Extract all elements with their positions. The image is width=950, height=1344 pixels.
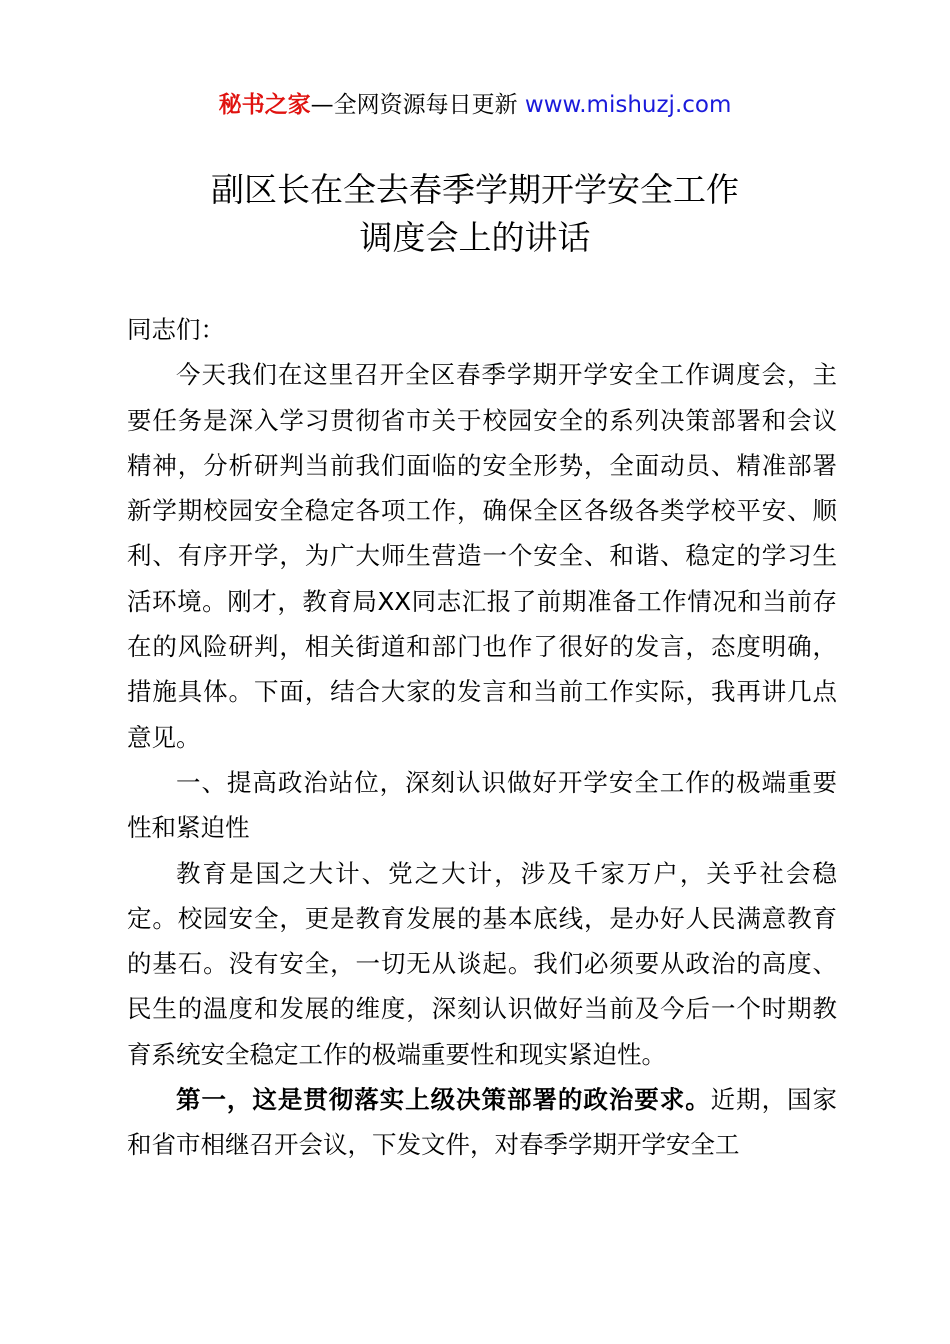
paragraph-intro: 今天我们在这里召开全区春季学期开学安全工作调度会，主要任务是深入学习贯彻省市关于校园安全的系列决策部署和会议精神，分析研判当前我们面临的安全形势，全面动员、精准部署新学期校园安全稳定各项工作，确保全区各级各类学校平安、顺利、有序开学，为广大师生营造一个安全、和谐、稳定的学习生活环境。刚才，教育局XX同志汇报了前期准备工作情况和当前存在的风险研判，相关街道和部门也作了很好的发言，态度明确，措施具体。下面，结合大家的发言和当前工作实际，我再讲几点意见。 bbox=[127, 360, 837, 752]
paragraph-education: 教育是国之大计、党之大计，涉及千家万户，关乎社会稳定。校园安全，更是教育发展的基本底线，是办好人民满意教育的基石。没有安全，一切无从谈起。我们必须要从政治的高度、民生的温度和发展的维度，深刻认识做好当前及今后一个时期教育系统安全稳定工作的极端重要性和现实紧迫性。 bbox=[127, 858, 837, 1069]
first-point-lead: 第一，这是贯彻落实上级决策部署的政治要求。 bbox=[176, 1085, 711, 1115]
document-body bbox=[127, 307, 837, 1168]
site-header bbox=[0, 88, 950, 122]
salutation: 同志们： bbox=[127, 315, 225, 344]
site-url-link[interactable]: www.mishuzj.com bbox=[524, 92, 732, 118]
first-point-text: 近期，国家和省市相继召开会议，下发文件，对春季学期开学安全工 bbox=[127, 1085, 838, 1160]
site-name: 秘书之家 bbox=[218, 92, 311, 118]
document-title bbox=[0, 166, 950, 262]
title-line-1: 副区长在全去春季学期开学安全工作 bbox=[211, 170, 739, 209]
site-tagline: —全网资源每日更新 bbox=[310, 92, 518, 118]
title-line-2: 调度会上的讲话 bbox=[359, 218, 591, 257]
section-heading-1: 一、提高政治站位，深刻认识做好开学安全工作的极端重要性和紧迫性 bbox=[127, 767, 837, 843]
paragraph-first-point bbox=[127, 1077, 837, 1168]
